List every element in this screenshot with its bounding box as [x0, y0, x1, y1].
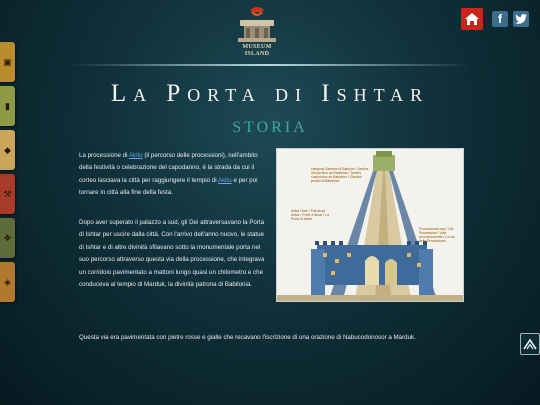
side-tab-1[interactable] [0, 42, 15, 82]
logo-text: MUSEUM ISLAND [242, 44, 272, 57]
paragraph-1: La processione di Akitu (il percorso delle processioni), nell'ambito della festività o celebrazione del capodanno, è la strada da cui il corteo lasciava la città per raggiungere il tempio di Akitu e per poi tornare in città alla fine della festa. [79, 152, 258, 197]
side-tab-6[interactable] [0, 262, 15, 302]
home-icon [464, 12, 480, 26]
side-tab-4[interactable] [0, 174, 15, 214]
tab-icon: ⚒ [3, 188, 12, 199]
facebook-button[interactable] [492, 11, 508, 27]
side-tab-5[interactable] [0, 218, 15, 258]
twitter-icon [515, 14, 527, 24]
home-button[interactable] [461, 8, 483, 30]
figure-label-gardens: Hanging Gardens of Babylon / Jardins Suspensos da Babilônia / Jardins suspendus de Babylone / Giardini pensili di Babilonia [311, 167, 369, 183]
gate-diagram-image [277, 149, 463, 301]
tab-icon: ◆ [4, 144, 11, 155]
akitu-link-2[interactable]: Akitu [217, 176, 232, 184]
section-subtitle: STORIA [232, 119, 308, 136]
figure-label-way: Processional way / Vía Procesional / Voie processionnelle / La via della Processione [419, 227, 455, 243]
paragraph-2: Dopo aver superato il palazzo a sud, gli Dei attraversavano la Porta di Ishtar per uscire dalla città. Con l'arrivo dell'anno nuovo, le statue di Ishtar e di altre divinità sfilavano sotto la monumentale porta nel suo percorso attraverso questa via della processione, che integrava un corridoio pavimentato a mattoni lungo quasi un chilometro e che conduceva al tempio di Marduk, la divinità patrona di Babilonia. [79, 219, 265, 289]
figure-label-gate: Ishtar Gate / Puerta de Ishtar / Porte d'Ishtar / La Porta di Ishtar [291, 209, 329, 221]
chevron-up-icon [523, 338, 537, 350]
museum-island-logo[interactable] [226, 6, 288, 62]
scroll-top-button[interactable] [520, 333, 540, 355]
facebook-icon: f [498, 12, 502, 26]
lamp-icon [226, 6, 288, 46]
paragraph-3: Questa via era pavimentata con pietre rosse e gialle che recavano l'iscrizione di una orazione di Nabucodonosor a Marduk. [79, 334, 416, 341]
header-divider [70, 64, 470, 66]
tab-icon: ◈ [4, 276, 11, 287]
ishtar-gate-illustration[interactable] [276, 148, 464, 302]
tab-icon: ▣ [3, 56, 12, 67]
page-title: La Porta di Ishtar [110, 80, 430, 107]
twitter-button[interactable] [513, 11, 529, 27]
akitu-link[interactable]: Akitu [128, 152, 143, 159]
tab-icon: ❖ [3, 232, 12, 243]
tab-icon: ▮ [5, 100, 10, 111]
